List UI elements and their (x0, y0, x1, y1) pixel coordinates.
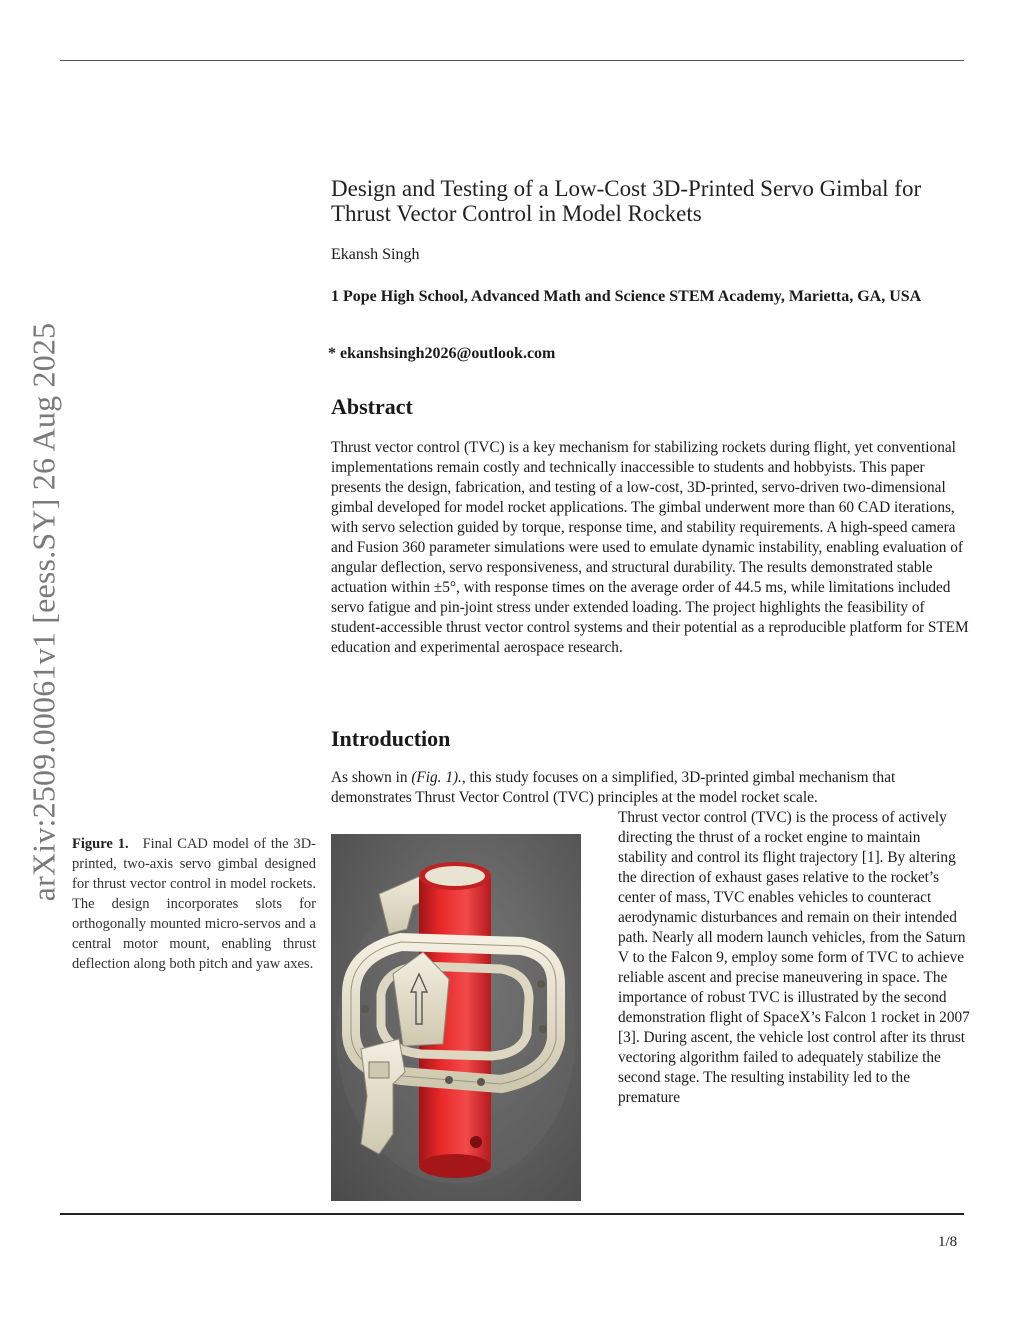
figure-caption-text: Final CAD model of the 3D-printed, two-axis servo gimbal designed for thrust vector control in model rockets. The design incorporates slots for orthogonally mounted micro-servos and a central motor mount, enabling thrust deflection along both pitch and yaw axes. (72, 836, 316, 972)
figure-caption (72, 834, 316, 974)
gimbal-cad-illustration (331, 834, 581, 1201)
introduction-heading: Introduction (331, 726, 451, 751)
paper-title: Design and Testing of a Low-Cost 3D-Printed Servo Gimbal for Thrust Vector Control in Model Rockets (331, 176, 922, 226)
arxiv-identifier-stamp: arXiv:2509.00061v1 [eess.SY] 26 Aug 2025 (25, 322, 62, 902)
lead-text-after: , this study focuses on a simplified, 3D-printed gimbal mechanism that demonstrates Thrust Vector Control (TVC) principles at the model rocket scale. (331, 769, 896, 806)
figure-reference: (Fig. 1). (411, 769, 462, 786)
lead-text-before: As shown in (331, 769, 412, 786)
introduction-lead-paragraph (331, 768, 971, 808)
page-number: 1/8 (938, 1234, 958, 1250)
figure-label: Figure 1. (72, 836, 129, 852)
author-email: * ekanshsingh2026@outlook.com (328, 345, 556, 362)
figure-gimbal-cad-render (331, 834, 581, 1201)
author-affiliation: 1 Pope High School, Advanced Math and Science STEM Academy, Marietta, GA, USA (331, 288, 922, 305)
bottom-rule (60, 1213, 964, 1215)
abstract-heading: Abstract (331, 394, 413, 419)
introduction-column-text: Thrust vector control (TVC) is the process of actively directing the thrust of a rocket engine to maintain stability and control its flight trajectory [1]. By altering the direction of exhaust gases relative to the rocket’s center of mass, TVC enables vehicles to counteract aerodynamic disturbances and remain on their intended path. Nearly all modern launch vehicles, from the Saturn V to the Falcon 9, employ some form of TVC to achieve reliable ascent and precise maneuvering in space. The importance of robust TVC is illustrated by the second demonstration flight of SpaceX’s Falcon 1 rocket in 2007 [3]. During ascent, the vehicle lost control after its thrust vectoring algorithm failed to adequately stabilize the second stage. The resulting instability led to the premature (618, 809, 970, 1106)
top-rule (60, 60, 964, 61)
author-name: Ekansh Singh (331, 246, 420, 263)
abstract-body: Thrust vector control (TVC) is a key mechanism for stabilizing rockets during flight, yet conventional implementations remain costly and technically inaccessible to students and hobbyists. This paper presents the design, fabrication, and testing of a low-cost, 3D-printed, servo-driven two-dimensional gimbal developed for model rocket applications. The gimbal underwent more than 60 CAD iterations, with servo selection guided by torque, response time, and stability requirements. A high-speed camera and Fusion 360 parameter simulations were used to emulate dynamic instability, enabling evaluation of angular deflection, servo responsiveness, and structural durability. The results demonstrated stable actuation within ±5°, with response times on the average order of 44.5 ms, while limitations included servo fatigue and pin-joint stress under extended loading. The project highlights the feasibility of student-accessible thrust vector control systems and their potential as a reproducible platform for STEM education and experimental aerospace research. (331, 439, 969, 656)
